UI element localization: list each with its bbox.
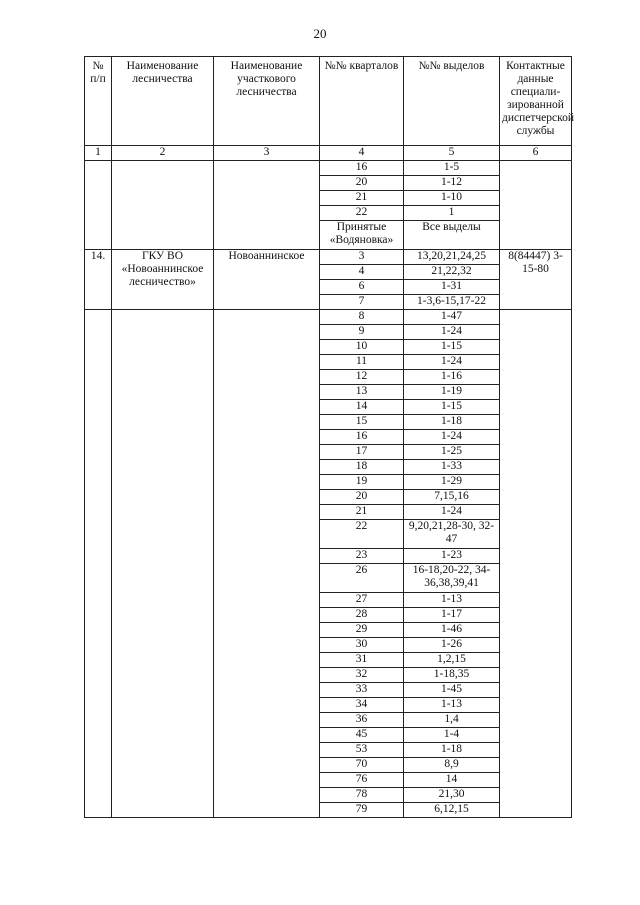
kvartal-cell: 10 (320, 340, 404, 355)
vydel-cell: 1,2,15 (404, 653, 500, 668)
kvartal-cell: Принятые «Водяновка» (320, 221, 404, 250)
contact-cell: 8(84447) 3-15-80 (500, 250, 572, 310)
kvartal-cell: 31 (320, 653, 404, 668)
column-number-row (85, 146, 572, 161)
district-cell (214, 310, 320, 818)
column-number: 4 (320, 146, 404, 161)
kvartal-cell: 27 (320, 593, 404, 608)
vydel-cell: 13,20,21,24,25 (404, 250, 500, 265)
kvartal-cell: 12 (320, 370, 404, 385)
kvartal-cell: 36 (320, 713, 404, 728)
kvartal-cell: 22 (320, 520, 404, 549)
vydel-cell: 1-17 (404, 608, 500, 623)
contact-cell (500, 161, 572, 250)
kvartal-cell: 14 (320, 400, 404, 415)
kvartal-cell: 20 (320, 176, 404, 191)
vydel-cell: 1-24 (404, 505, 500, 520)
kvartal-cell: 16 (320, 430, 404, 445)
vydel-cell: 8,9 (404, 758, 500, 773)
kvartal-cell: 7 (320, 295, 404, 310)
number-cell (85, 161, 112, 250)
vydel-cell: 1-46 (404, 623, 500, 638)
vydel-cell: 1-24 (404, 355, 500, 370)
vydel-cell: 1,4 (404, 713, 500, 728)
column-number: 2 (112, 146, 214, 161)
kvartal-cell: 34 (320, 698, 404, 713)
kvartal-cell: 32 (320, 668, 404, 683)
kvartal-cell: 8 (320, 310, 404, 325)
forestry-cell (112, 310, 214, 818)
kvartal-cell: 13 (320, 385, 404, 400)
vydel-cell: 1-4 (404, 728, 500, 743)
kvartal-cell: 26 (320, 564, 404, 593)
district-cell: Новоаннинское (214, 250, 320, 310)
kvartal-cell: 4 (320, 265, 404, 280)
column-number: 3 (214, 146, 320, 161)
vydel-cell: 1-10 (404, 191, 500, 206)
vydel-cell: 1-15 (404, 340, 500, 355)
kvartal-cell: 28 (320, 608, 404, 623)
kvartal-cell: 45 (320, 728, 404, 743)
kvartal-cell: 79 (320, 803, 404, 818)
kvartal-cell: 17 (320, 445, 404, 460)
kvartal-cell: 78 (320, 788, 404, 803)
vydel-cell: 6,12,15 (404, 803, 500, 818)
kvartal-cell: 53 (320, 743, 404, 758)
vydel-cell: 21,22,32 (404, 265, 500, 280)
table-header-row (85, 57, 572, 146)
contact-cell (500, 310, 572, 818)
vydel-cell: 1-47 (404, 310, 500, 325)
kvartal-cell: 30 (320, 638, 404, 653)
kvartal-cell: 20 (320, 490, 404, 505)
vydel-cell: 16-18,20-22, 34-36,38,39,41 (404, 564, 500, 593)
number-cell: 14. (85, 250, 112, 310)
number-cell (85, 310, 112, 818)
kvartal-cell: 33 (320, 683, 404, 698)
kvartal-cell: 18 (320, 460, 404, 475)
vydel-cell: 1-29 (404, 475, 500, 490)
vydel-cell: 1 (404, 206, 500, 221)
vydel-cell: 1-13 (404, 698, 500, 713)
vydel-cell: 9,20,21,28-30, 32-47 (404, 520, 500, 549)
header-number: № п/п (85, 57, 112, 146)
vydel-cell: 21,30 (404, 788, 500, 803)
district-cell (214, 161, 320, 250)
kvartal-cell: 70 (320, 758, 404, 773)
kvartal-cell: 76 (320, 773, 404, 788)
column-number: 6 (500, 146, 572, 161)
forestry-cell (112, 161, 214, 250)
vydel-cell: 1-24 (404, 325, 500, 340)
column-number: 5 (404, 146, 500, 161)
kvartal-cell: 6 (320, 280, 404, 295)
vydel-cell: 1-13 (404, 593, 500, 608)
header-contacts: Контактные данные специали-зированной диспетчерской службы (500, 57, 572, 146)
vydel-cell: 1-23 (404, 549, 500, 564)
vydel-cell: 14 (404, 773, 500, 788)
kvartal-cell: 15 (320, 415, 404, 430)
kvartal-cell: 11 (320, 355, 404, 370)
kvartal-cell: 23 (320, 549, 404, 564)
vydel-cell: 1-18,35 (404, 668, 500, 683)
table-row (85, 310, 572, 325)
header-district: Наименование участкового лесничества (214, 57, 320, 146)
header-kvartals: №№ кварталов (320, 57, 404, 146)
vydel-cell: 1-19 (404, 385, 500, 400)
vydel-cell: Все выделы (404, 221, 500, 250)
vydel-cell: 1-31 (404, 280, 500, 295)
vydel-cell: 7,15,16 (404, 490, 500, 505)
forestry-cell: ГКУ ВО «Новоаннинское лесничество» (112, 250, 214, 310)
vydel-cell: 1-16 (404, 370, 500, 385)
table-row (85, 161, 572, 176)
kvartal-cell: 9 (320, 325, 404, 340)
vydel-cell: 1-18 (404, 415, 500, 430)
table-row (85, 250, 572, 265)
vydel-cell: 1-45 (404, 683, 500, 698)
page-number: 20 (313, 26, 327, 41)
vydel-cell: 1-18 (404, 743, 500, 758)
kvartal-cell: 29 (320, 623, 404, 638)
header-forestry: Наименование лесничества (112, 57, 214, 146)
vydel-cell: 1-15 (404, 400, 500, 415)
kvartal-cell: 22 (320, 206, 404, 221)
forestry-table (84, 56, 575, 818)
vydel-cell: 1-33 (404, 460, 500, 475)
header-vydels: №№ выделов (404, 57, 500, 146)
vydel-cell: 1-26 (404, 638, 500, 653)
vydel-cell: 1-5 (404, 161, 500, 176)
kvartal-cell: 19 (320, 475, 404, 490)
kvartal-cell: 21 (320, 191, 404, 206)
vydel-cell: 1-24 (404, 430, 500, 445)
kvartal-cell: 21 (320, 505, 404, 520)
column-number: 1 (85, 146, 112, 161)
vydel-cell: 1-12 (404, 176, 500, 191)
vydel-cell: 1-25 (404, 445, 500, 460)
kvartal-cell: 16 (320, 161, 404, 176)
kvartal-cell: 3 (320, 250, 404, 265)
vydel-cell: 1-3,6-15,17-22 (404, 295, 500, 310)
